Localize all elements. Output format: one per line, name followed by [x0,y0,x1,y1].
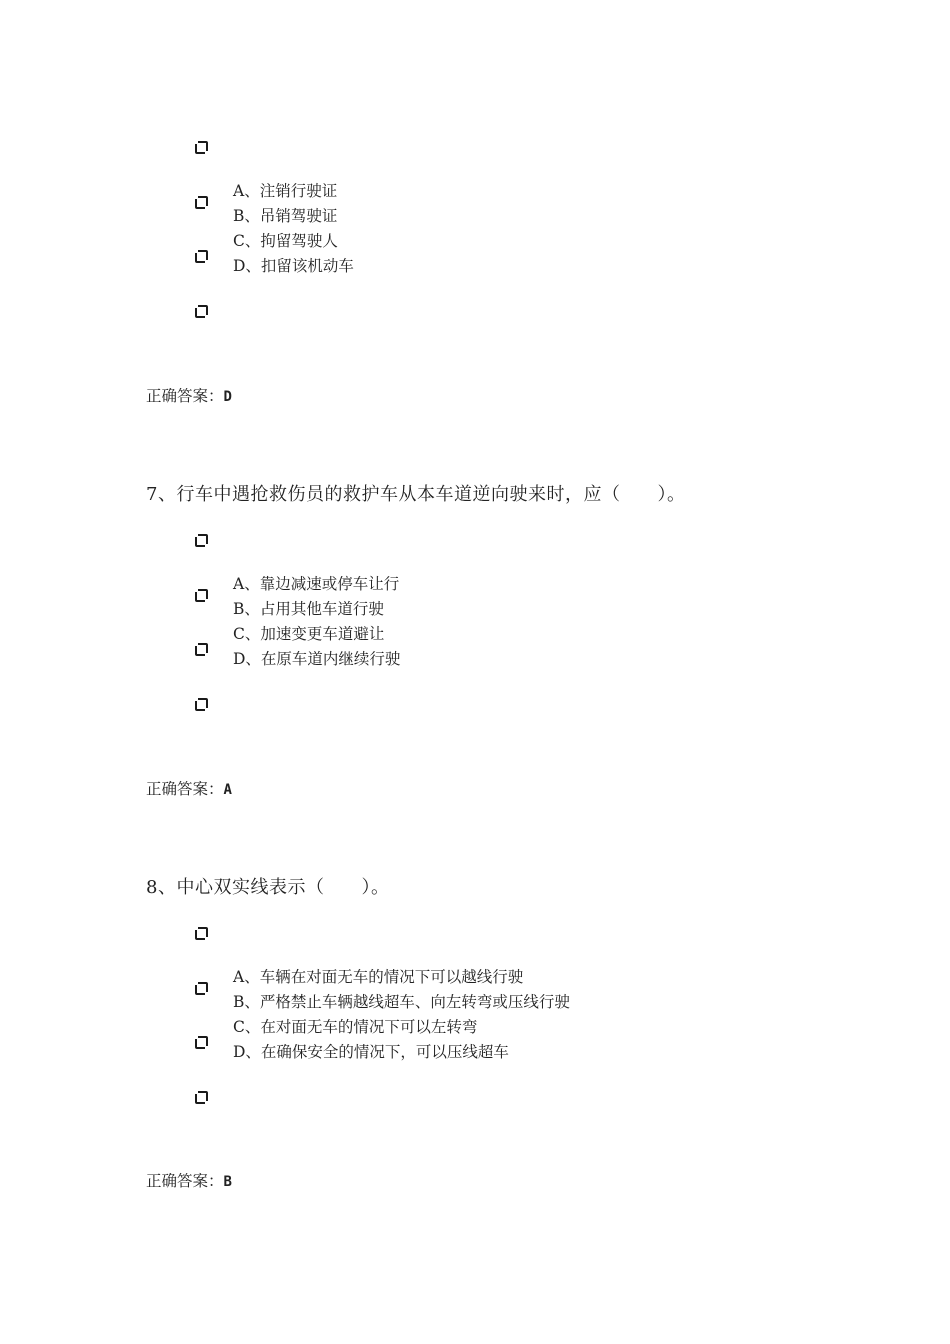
checkbox-icon[interactable] [195,589,208,602]
question-title: 8、中心双实线表示（ ）。 [146,877,390,898]
option-d: D、在确保安全的情况下，可以压线超车 [233,1043,509,1061]
option-list [233,572,400,672]
question-title: 7、行车中遇抢救伤员的救护车从本车道逆向驶来时，应（ ）。 [146,484,686,505]
option-b: B、吊销驾驶证 [233,207,338,225]
option-a: A、注销行驶证 [233,182,338,200]
checkbox-icon[interactable] [195,1091,208,1104]
answer-label: 正确答案： [146,1172,224,1190]
option-a: A、车辆在对面无车的情况下可以越线行驶 [233,968,524,986]
checkbox-icon[interactable] [195,305,208,318]
checkbox-icon[interactable] [195,1036,208,1049]
checkbox-icon[interactable] [195,141,208,154]
option-c: C、在对面无车的情况下可以左转弯 [233,1018,478,1036]
checkbox-icon[interactable] [195,196,208,209]
answer-value: A [223,782,232,798]
answer-label: 正确答案： [146,387,224,405]
answer-value: D [223,389,232,405]
correct-answer [146,1171,232,1192]
correct-answer [146,386,232,407]
answer-label: 正确答案： [146,780,224,798]
checkbox-icon[interactable] [195,927,208,940]
checkbox-icon[interactable] [195,982,208,995]
option-c: C、拘留驾驶人 [233,232,338,250]
checkbox-icon[interactable] [195,534,208,547]
option-b: B、占用其他车道行驶 [233,600,384,618]
checkbox-icon[interactable] [195,250,208,263]
checkbox-icon[interactable] [195,643,208,656]
option-b: B、严格禁止车辆越线超车、向左转弯或压线行驶 [233,993,570,1011]
option-d: D、在原车道内继续行驶 [233,650,401,668]
option-d: D、扣留该机动车 [233,257,354,275]
correct-answer [146,779,232,800]
option-list [233,179,354,279]
checkbox-icon[interactable] [195,698,208,711]
option-a: A、靠边减速或停车让行 [233,575,400,593]
option-list [233,965,570,1065]
option-c: C、加速变更车道避让 [233,625,385,643]
answer-value: B [223,1174,232,1190]
